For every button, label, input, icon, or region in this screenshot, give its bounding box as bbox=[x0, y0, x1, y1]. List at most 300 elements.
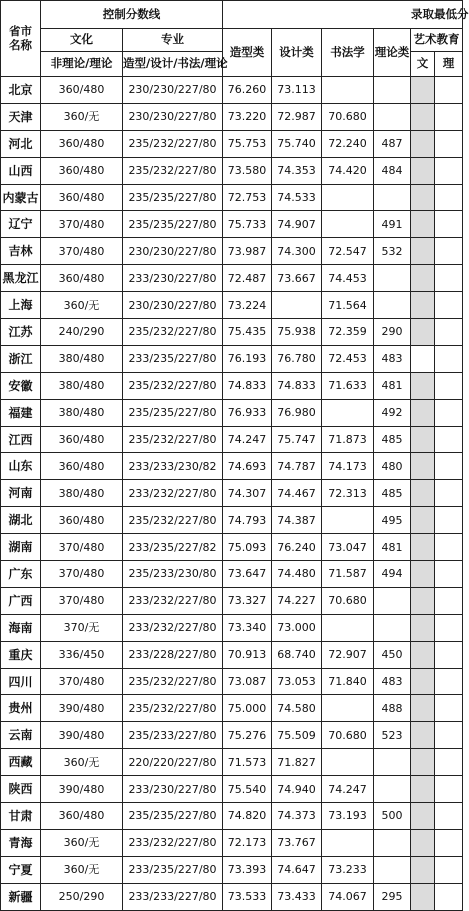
art-edu-wen-cell bbox=[411, 372, 435, 399]
shufa-min-cell bbox=[322, 829, 374, 856]
major-score-cell: 230/230/227/80 bbox=[123, 238, 223, 265]
art-edu-li-cell bbox=[435, 103, 463, 130]
sheji-min-cell: 73.667 bbox=[272, 265, 322, 292]
major-score-cell: 233/228/227/80 bbox=[123, 641, 223, 668]
lilun-min-cell bbox=[374, 103, 411, 130]
zaoxing-min-cell: 73.224 bbox=[223, 292, 272, 319]
art-edu-header: 艺术教育 bbox=[411, 29, 463, 52]
major-score-cell: 235/233/230/80 bbox=[123, 561, 223, 588]
shufa-min-cell: 71.633 bbox=[322, 372, 374, 399]
art-edu-li-cell bbox=[435, 345, 463, 372]
sheji-header: 设计类 bbox=[272, 29, 322, 77]
province-cell: 内蒙古 bbox=[1, 184, 41, 211]
major-score-cell: 233/230/227/80 bbox=[123, 776, 223, 803]
province-cell: 云南 bbox=[1, 722, 41, 749]
zaoxing-min-cell: 72.487 bbox=[223, 265, 272, 292]
lilun-min-cell: 484 bbox=[374, 157, 411, 184]
province-cell: 贵州 bbox=[1, 695, 41, 722]
table-row bbox=[1, 238, 463, 265]
major-score-cell: 235/232/227/80 bbox=[123, 157, 223, 184]
major-score-cell: 233/235/227/80 bbox=[123, 856, 223, 883]
art-edu-wen-cell bbox=[411, 614, 435, 641]
sheji-min-cell: 73.053 bbox=[272, 668, 322, 695]
shufa-min-cell: 74.247 bbox=[322, 776, 374, 803]
sheji-min-cell: 72.987 bbox=[272, 103, 322, 130]
province-cell: 西藏 bbox=[1, 749, 41, 776]
shufa-min-cell: 72.453 bbox=[322, 345, 374, 372]
sheji-min-cell: 73.767 bbox=[272, 829, 322, 856]
art-edu-wen-cell bbox=[411, 211, 435, 238]
zaoxing-min-cell: 71.573 bbox=[223, 749, 272, 776]
sheji-min-cell: 74.467 bbox=[272, 480, 322, 507]
province-cell: 福建 bbox=[1, 399, 41, 426]
shufa-min-cell: 70.680 bbox=[322, 587, 374, 614]
art-edu-li-cell bbox=[435, 211, 463, 238]
province-cell: 湖南 bbox=[1, 534, 41, 561]
table-row bbox=[1, 77, 463, 104]
sheji-min-cell: 76.240 bbox=[272, 534, 322, 561]
table-row bbox=[1, 184, 463, 211]
art-edu-li-cell bbox=[435, 372, 463, 399]
zaoxing-min-cell: 74.693 bbox=[223, 453, 272, 480]
major-score-cell: 230/230/227/80 bbox=[123, 292, 223, 319]
lilun-min-cell: 492 bbox=[374, 399, 411, 426]
lilun-min-cell bbox=[374, 292, 411, 319]
lilun-min-cell: 532 bbox=[374, 238, 411, 265]
table-row bbox=[1, 614, 463, 641]
lilun-min-cell: 483 bbox=[374, 668, 411, 695]
art-edu-li-cell bbox=[435, 157, 463, 184]
sheji-min-cell: 74.833 bbox=[272, 372, 322, 399]
shufa-min-cell bbox=[322, 507, 374, 534]
culture-score-cell: 380/480 bbox=[41, 480, 123, 507]
sheji-min-cell: 71.827 bbox=[272, 749, 322, 776]
art-edu-li-cell bbox=[435, 480, 463, 507]
lilun-min-cell: 500 bbox=[374, 803, 411, 830]
table-row bbox=[1, 157, 463, 184]
zaoxing-min-cell: 73.087 bbox=[223, 668, 272, 695]
zaoxing-min-cell: 74.247 bbox=[223, 426, 272, 453]
art-edu-li-cell bbox=[435, 77, 463, 104]
province-cell: 浙江 bbox=[1, 345, 41, 372]
major-score-cell: 233/235/227/82 bbox=[123, 534, 223, 561]
culture-score-cell: 336/450 bbox=[41, 641, 123, 668]
culture-score-cell: 360/480 bbox=[41, 426, 123, 453]
shufa-min-cell: 74.420 bbox=[322, 157, 374, 184]
art-edu-wen-cell bbox=[411, 77, 435, 104]
table-row bbox=[1, 453, 463, 480]
shufa-min-cell bbox=[322, 184, 374, 211]
art-edu-li-cell bbox=[435, 184, 463, 211]
art-edu-wen-cell bbox=[411, 749, 435, 776]
art-edu-li-cell bbox=[435, 883, 463, 910]
province-cell: 黑龙江 bbox=[1, 265, 41, 292]
zaoxing-min-cell: 72.753 bbox=[223, 184, 272, 211]
lilun-min-cell bbox=[374, 829, 411, 856]
sheji-min-cell: 74.580 bbox=[272, 695, 322, 722]
shufa-min-cell: 72.907 bbox=[322, 641, 374, 668]
table-row bbox=[1, 695, 463, 722]
zaoxing-min-cell: 76.260 bbox=[223, 77, 272, 104]
culture-score-cell: 360/无 bbox=[41, 829, 123, 856]
art-edu-wen-cell bbox=[411, 426, 435, 453]
province-cell: 辽宁 bbox=[1, 211, 41, 238]
art-edu-wen-cell bbox=[411, 480, 435, 507]
zaoxing-min-cell: 73.393 bbox=[223, 856, 272, 883]
art-edu-li-cell bbox=[435, 319, 463, 346]
province-cell: 广西 bbox=[1, 587, 41, 614]
culture-score-cell: 360/480 bbox=[41, 453, 123, 480]
major-score-cell: 235/235/227/80 bbox=[123, 803, 223, 830]
art-edu-wen-cell bbox=[411, 883, 435, 910]
table-row bbox=[1, 211, 463, 238]
culture-score-cell: 360/480 bbox=[41, 507, 123, 534]
shufa-min-cell bbox=[322, 77, 374, 104]
art-edu-wen-cell bbox=[411, 803, 435, 830]
major-score-cell: 235/232/227/80 bbox=[123, 668, 223, 695]
header-row-1 bbox=[1, 1, 463, 29]
major-score-cell: 235/232/227/80 bbox=[123, 372, 223, 399]
table-row bbox=[1, 292, 463, 319]
min-score-header-spacer bbox=[223, 1, 411, 29]
major-score-cell: 233/235/227/80 bbox=[123, 345, 223, 372]
art-edu-li-cell bbox=[435, 668, 463, 695]
sheji-min-cell: 75.740 bbox=[272, 130, 322, 157]
sheji-min-cell: 75.509 bbox=[272, 722, 322, 749]
art-edu-li-cell bbox=[435, 507, 463, 534]
sheji-min-cell: 74.353 bbox=[272, 157, 322, 184]
province-cell: 四川 bbox=[1, 668, 41, 695]
province-cell: 河南 bbox=[1, 480, 41, 507]
lilun-min-cell: 488 bbox=[374, 695, 411, 722]
sheji-min-cell: 73.113 bbox=[272, 77, 322, 104]
culture-score-cell: 380/480 bbox=[41, 399, 123, 426]
lilun-min-cell: 491 bbox=[374, 211, 411, 238]
major-score-cell: 235/235/227/80 bbox=[123, 399, 223, 426]
province-cell: 江西 bbox=[1, 426, 41, 453]
province-header-line1: 省市 bbox=[9, 23, 32, 38]
province-cell: 北京 bbox=[1, 77, 41, 104]
zaoxing-min-cell: 73.987 bbox=[223, 238, 272, 265]
art-edu-wen-cell bbox=[411, 695, 435, 722]
culture-score-cell: 360/无 bbox=[41, 292, 123, 319]
sheji-min-cell: 75.747 bbox=[272, 426, 322, 453]
art-edu-li-cell bbox=[435, 722, 463, 749]
zaoxing-min-cell: 73.340 bbox=[223, 614, 272, 641]
culture-score-cell: 360/480 bbox=[41, 77, 123, 104]
art-edu-li-cell bbox=[435, 265, 463, 292]
art-edu-li-cell bbox=[435, 238, 463, 265]
art-edu-li-cell bbox=[435, 453, 463, 480]
major-score-cell: 235/232/227/80 bbox=[123, 426, 223, 453]
sheji-min-cell: 74.907 bbox=[272, 211, 322, 238]
province-cell: 天津 bbox=[1, 103, 41, 130]
zaoxing-min-cell: 73.580 bbox=[223, 157, 272, 184]
sheji-min-cell: 74.373 bbox=[272, 803, 322, 830]
zaoxing-min-cell: 75.540 bbox=[223, 776, 272, 803]
art-edu-wen-cell bbox=[411, 184, 435, 211]
major-score-cell: 235/232/227/80 bbox=[123, 130, 223, 157]
culture-score-cell: 360/480 bbox=[41, 803, 123, 830]
shufa-min-cell: 74.453 bbox=[322, 265, 374, 292]
major-score-cell: 230/230/227/80 bbox=[123, 77, 223, 104]
art-edu-wen-cell bbox=[411, 722, 435, 749]
sheji-min-cell: 76.780 bbox=[272, 345, 322, 372]
lilun-min-cell bbox=[374, 749, 411, 776]
lilun-min-cell bbox=[374, 265, 411, 292]
art-edu-li-cell bbox=[435, 292, 463, 319]
zaoxing-min-cell: 75.733 bbox=[223, 211, 272, 238]
art-edu-wen-cell bbox=[411, 319, 435, 346]
shufa-min-cell: 70.680 bbox=[322, 103, 374, 130]
zaoxing-min-cell: 73.220 bbox=[223, 103, 272, 130]
table-row bbox=[1, 641, 463, 668]
table-row bbox=[1, 130, 463, 157]
table-row bbox=[1, 856, 463, 883]
culture-score-cell: 390/480 bbox=[41, 695, 123, 722]
art-edu-li-cell bbox=[435, 749, 463, 776]
province-cell: 广东 bbox=[1, 561, 41, 588]
zaoxing-min-cell: 72.173 bbox=[223, 829, 272, 856]
lilun-min-cell bbox=[374, 184, 411, 211]
lilun-min-cell bbox=[374, 614, 411, 641]
lilun-min-cell: 480 bbox=[374, 453, 411, 480]
art-edu-li-cell bbox=[435, 426, 463, 453]
table-row bbox=[1, 587, 463, 614]
culture-score-cell: 370/480 bbox=[41, 587, 123, 614]
lilun-header: 理论类 bbox=[374, 29, 411, 77]
table-row bbox=[1, 668, 463, 695]
culture-score-cell: 250/290 bbox=[41, 883, 123, 910]
shufa-min-cell: 73.047 bbox=[322, 534, 374, 561]
art-edu-li-cell bbox=[435, 130, 463, 157]
li-header: 理 bbox=[435, 52, 463, 77]
art-edu-wen-cell bbox=[411, 534, 435, 561]
art-edu-wen-cell bbox=[411, 856, 435, 883]
shufa-min-cell: 71.873 bbox=[322, 426, 374, 453]
zaoxing-min-cell: 74.793 bbox=[223, 507, 272, 534]
art-edu-wen-cell bbox=[411, 641, 435, 668]
zaoxing-min-cell: 70.913 bbox=[223, 641, 272, 668]
province-cell: 湖北 bbox=[1, 507, 41, 534]
art-edu-wen-cell bbox=[411, 829, 435, 856]
lilun-min-cell: 523 bbox=[374, 722, 411, 749]
shufa-min-cell bbox=[322, 211, 374, 238]
major-header: 专业 bbox=[123, 29, 223, 52]
sheji-min-cell: 73.000 bbox=[272, 614, 322, 641]
major-sub-header: 造型/设计/书法/理论 bbox=[123, 52, 223, 77]
province-header-line2: 名称 bbox=[9, 38, 32, 52]
zaoxing-min-cell: 74.833 bbox=[223, 372, 272, 399]
art-edu-wen-cell bbox=[411, 157, 435, 184]
zaoxing-min-cell: 73.533 bbox=[223, 883, 272, 910]
sheji-min-cell: 74.227 bbox=[272, 587, 322, 614]
culture-score-cell: 370/480 bbox=[41, 534, 123, 561]
major-score-cell: 233/232/227/80 bbox=[123, 829, 223, 856]
province-cell: 江苏 bbox=[1, 319, 41, 346]
province-header bbox=[1, 1, 41, 77]
table-row bbox=[1, 345, 463, 372]
art-edu-li-cell bbox=[435, 614, 463, 641]
shufa-min-cell: 71.564 bbox=[322, 292, 374, 319]
art-edu-li-cell bbox=[435, 856, 463, 883]
major-score-cell: 235/232/227/80 bbox=[123, 319, 223, 346]
art-edu-wen-cell bbox=[411, 668, 435, 695]
art-edu-wen-cell bbox=[411, 587, 435, 614]
art-edu-wen-cell bbox=[411, 561, 435, 588]
shufa-min-cell bbox=[322, 749, 374, 776]
wen-header: 文 bbox=[411, 52, 435, 77]
art-edu-wen-cell bbox=[411, 345, 435, 372]
shufa-min-cell: 72.547 bbox=[322, 238, 374, 265]
table-row bbox=[1, 561, 463, 588]
table-row bbox=[1, 426, 463, 453]
zaoxing-min-cell: 75.093 bbox=[223, 534, 272, 561]
major-score-cell: 235/233/227/80 bbox=[123, 722, 223, 749]
sheji-min-cell: 76.980 bbox=[272, 399, 322, 426]
province-cell: 安徽 bbox=[1, 372, 41, 399]
zaoxing-min-cell: 74.820 bbox=[223, 803, 272, 830]
lilun-min-cell: 495 bbox=[374, 507, 411, 534]
art-edu-wen-cell bbox=[411, 103, 435, 130]
sheji-min-cell bbox=[272, 292, 322, 319]
sheji-min-cell: 74.533 bbox=[272, 184, 322, 211]
art-edu-wen-cell bbox=[411, 776, 435, 803]
art-edu-li-cell bbox=[435, 534, 463, 561]
province-cell: 陕西 bbox=[1, 776, 41, 803]
art-edu-li-cell bbox=[435, 641, 463, 668]
sheji-min-cell: 74.940 bbox=[272, 776, 322, 803]
art-edu-li-cell bbox=[435, 561, 463, 588]
major-score-cell: 235/235/227/80 bbox=[123, 184, 223, 211]
zaoxing-min-cell: 74.307 bbox=[223, 480, 272, 507]
art-edu-wen-cell bbox=[411, 507, 435, 534]
lilun-min-cell: 450 bbox=[374, 641, 411, 668]
culture-score-cell: 240/290 bbox=[41, 319, 123, 346]
shufa-min-cell: 72.313 bbox=[322, 480, 374, 507]
sheji-min-cell: 74.387 bbox=[272, 507, 322, 534]
major-score-cell: 233/230/227/80 bbox=[123, 265, 223, 292]
culture-score-cell: 370/480 bbox=[41, 238, 123, 265]
culture-score-cell: 360/无 bbox=[41, 103, 123, 130]
shufa-min-cell: 71.840 bbox=[322, 668, 374, 695]
culture-score-cell: 380/480 bbox=[41, 345, 123, 372]
lilun-min-cell: 494 bbox=[374, 561, 411, 588]
culture-score-cell: 360/无 bbox=[41, 856, 123, 883]
sheji-min-cell: 75.938 bbox=[272, 319, 322, 346]
art-edu-wen-cell bbox=[411, 265, 435, 292]
table-row bbox=[1, 829, 463, 856]
art-edu-li-cell bbox=[435, 695, 463, 722]
shufa-min-cell: 73.193 bbox=[322, 803, 374, 830]
culture-sub-header: 非理论/理论 bbox=[41, 52, 123, 77]
art-edu-li-cell bbox=[435, 803, 463, 830]
culture-score-cell: 360/无 bbox=[41, 749, 123, 776]
province-cell: 山东 bbox=[1, 453, 41, 480]
culture-score-cell: 370/480 bbox=[41, 561, 123, 588]
control-line-header: 控制分数线 bbox=[41, 1, 223, 29]
major-score-cell: 235/232/227/80 bbox=[123, 507, 223, 534]
table-row bbox=[1, 534, 463, 561]
shufa-min-cell: 72.359 bbox=[322, 319, 374, 346]
province-cell: 宁夏 bbox=[1, 856, 41, 883]
table-row bbox=[1, 803, 463, 830]
shufa-min-cell bbox=[322, 695, 374, 722]
shufa-min-cell: 70.680 bbox=[322, 722, 374, 749]
sheji-min-cell: 74.480 bbox=[272, 561, 322, 588]
province-cell: 上海 bbox=[1, 292, 41, 319]
major-score-cell: 233/233/227/80 bbox=[123, 883, 223, 910]
major-score-cell: 235/232/227/80 bbox=[123, 695, 223, 722]
table-row bbox=[1, 749, 463, 776]
culture-score-cell: 370/480 bbox=[41, 211, 123, 238]
table-row bbox=[1, 372, 463, 399]
art-edu-wen-cell bbox=[411, 399, 435, 426]
lilun-min-cell: 290 bbox=[374, 319, 411, 346]
zaoxing-min-cell: 75.753 bbox=[223, 130, 272, 157]
table-row bbox=[1, 776, 463, 803]
lilun-min-cell: 485 bbox=[374, 426, 411, 453]
major-score-cell: 233/233/230/82 bbox=[123, 453, 223, 480]
zaoxing-min-cell: 75.000 bbox=[223, 695, 272, 722]
lilun-min-cell: 295 bbox=[374, 883, 411, 910]
art-edu-li-cell bbox=[435, 829, 463, 856]
province-cell: 重庆 bbox=[1, 641, 41, 668]
sheji-min-cell: 74.647 bbox=[272, 856, 322, 883]
culture-score-cell: 360/480 bbox=[41, 130, 123, 157]
table-row bbox=[1, 883, 463, 910]
lilun-min-cell bbox=[374, 77, 411, 104]
province-cell: 甘肃 bbox=[1, 803, 41, 830]
zaoxing-min-cell: 75.435 bbox=[223, 319, 272, 346]
major-score-cell: 233/232/227/80 bbox=[123, 587, 223, 614]
zaoxing-min-cell: 76.933 bbox=[223, 399, 272, 426]
table-row bbox=[1, 722, 463, 749]
shufa-min-cell: 71.587 bbox=[322, 561, 374, 588]
shufa-min-cell bbox=[322, 399, 374, 426]
table-row bbox=[1, 319, 463, 346]
art-edu-li-cell bbox=[435, 587, 463, 614]
lilun-min-cell: 481 bbox=[374, 372, 411, 399]
zaoxing-min-cell: 76.193 bbox=[223, 345, 272, 372]
culture-score-cell: 370/无 bbox=[41, 614, 123, 641]
min-score-header: 录取最低分 bbox=[411, 1, 463, 29]
art-edu-wen-cell bbox=[411, 453, 435, 480]
art-edu-wen-cell bbox=[411, 130, 435, 157]
table-row bbox=[1, 399, 463, 426]
major-score-cell: 230/230/227/80 bbox=[123, 103, 223, 130]
sheji-min-cell: 68.740 bbox=[272, 641, 322, 668]
shufa-min-cell bbox=[322, 614, 374, 641]
major-score-cell: 220/220/227/80 bbox=[123, 749, 223, 776]
table-row bbox=[1, 480, 463, 507]
lilun-min-cell bbox=[374, 856, 411, 883]
shufa-min-cell: 73.233 bbox=[322, 856, 374, 883]
culture-score-cell: 390/480 bbox=[41, 722, 123, 749]
major-score-cell: 233/232/227/80 bbox=[123, 614, 223, 641]
province-cell: 青海 bbox=[1, 829, 41, 856]
lilun-min-cell: 487 bbox=[374, 130, 411, 157]
province-cell: 海南 bbox=[1, 614, 41, 641]
culture-score-cell: 370/480 bbox=[41, 668, 123, 695]
lilun-min-cell: 481 bbox=[374, 534, 411, 561]
zaoxing-header: 造型类 bbox=[223, 29, 272, 77]
lilun-min-cell bbox=[374, 587, 411, 614]
table-row bbox=[1, 265, 463, 292]
lilun-min-cell: 483 bbox=[374, 345, 411, 372]
culture-header: 文化 bbox=[41, 29, 123, 52]
header-row-2 bbox=[1, 29, 463, 52]
